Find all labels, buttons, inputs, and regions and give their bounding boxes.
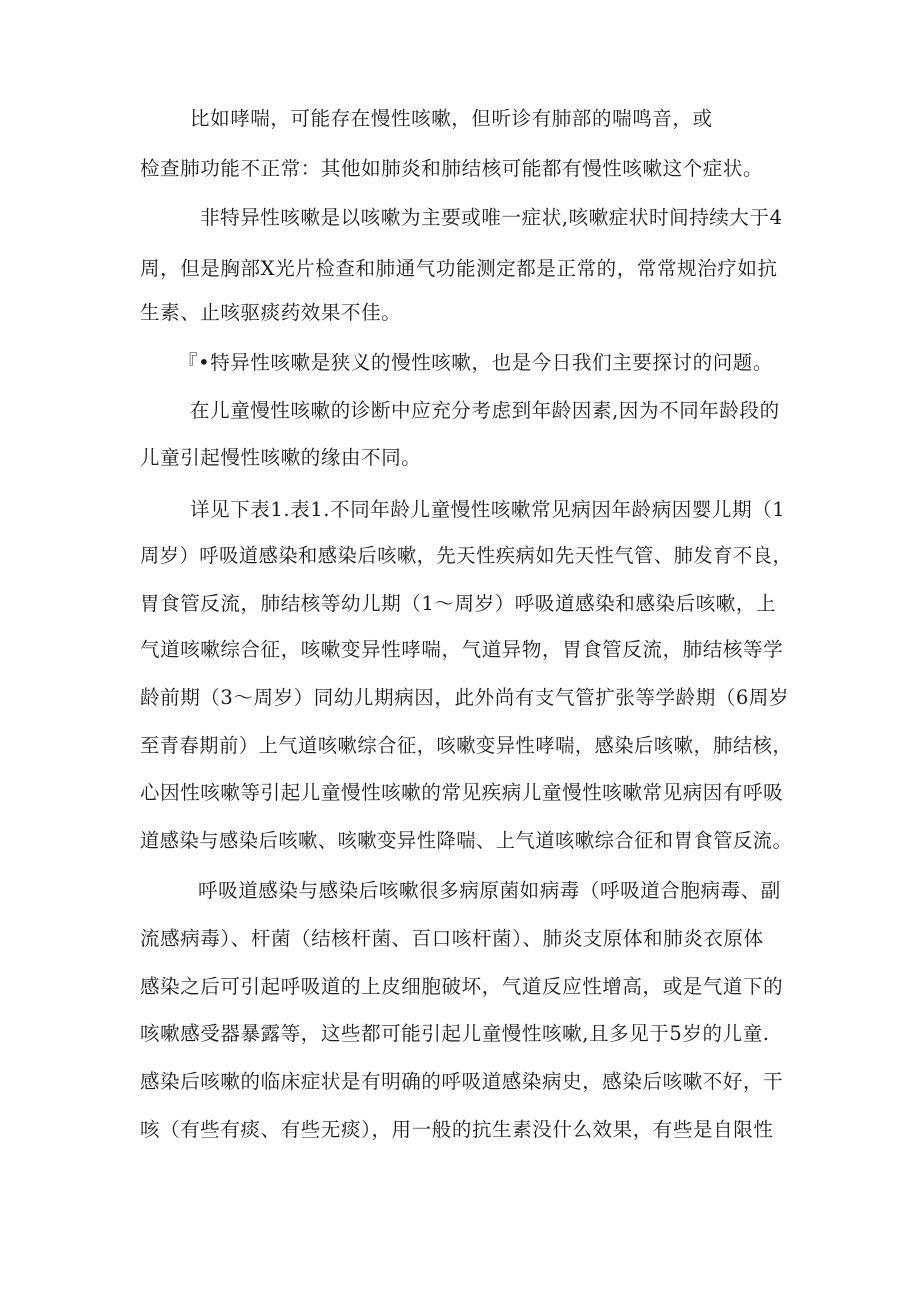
text-line: 呼吸道感染与感染后咳嗽很多病原菌如病毒（呼吸道合胞病毒、副 <box>198 879 781 902</box>
text-line: 在儿童慢性咳嗽的诊断中应充分考虑到年龄因素,因为不同年龄段的 <box>190 399 780 422</box>
text-line: 龄前期（3～周岁）同幼儿期病因，此外尚有支气管扩张等学龄期（6周岁 <box>140 686 790 709</box>
text-line: 咳嗽感受器暴露等，这些都可能引起儿童慢性咳嗽,且多见于5岁的儿童. <box>140 1022 770 1045</box>
text-line: 气道咳嗽综合征，咳嗽变异性哮喘，气道异物，胃食管反流，肺结核等学 <box>140 638 784 661</box>
text-line: 至青春期前）上气道咳嗽综合征，咳嗽变异性哮喘，感染后咳嗽，肺结核， <box>140 734 793 757</box>
text-line: 胃食管反流，肺结核等幼儿期（1～周岁）呼吸道感染和感染后咳嗽，上 <box>140 592 777 615</box>
text-line: 感染后咳嗽的临床症状是有明确的呼吸道感染病史，感染后咳嗽不好，干 <box>140 1070 784 1093</box>
text-line: 心因性咳嗽等引起儿童慢性咳嗽的常见疾病儿童慢性咳嗽常见病因有呼吸 <box>140 781 784 804</box>
text-line: 咳（有些有痰、有些无痰），用一般的抗生素没什么效果，有些是自限性 <box>140 1118 774 1141</box>
text-line: 道感染与感染后咳嗽、咳嗽变异性降喘、上气道咳嗽综合征和胃食管反流。 <box>140 829 793 852</box>
text-line: 周岁）呼吸道感染和感染后咳嗽，先天性疾病如先天性气管、肺发育不良， <box>140 544 793 567</box>
text-line: 生素、止咳驱痰药效果不佳。 <box>140 301 402 324</box>
text-line: 详见下表1.表1.不同年龄儿童慢性咳嗽常见病因年龄病因婴儿期（1 <box>190 498 786 521</box>
text-line: 检查肺功能不正常：其他如肺炎和肺结核可能都有慢性咳嗽这个症状。 <box>140 157 764 180</box>
text-line: 『•特异性咳嗽是狭义的慢性咳嗽，也是今日我们主要探讨的问题。 <box>178 351 774 374</box>
text-line: 非特异性咳嗽是以咳嗽为主要或唯一症状,咳嗽症状时间持续大于4 <box>200 206 783 229</box>
text-line: 周，但是胸部X光片检查和肺通气功能测定都是正常的，常常规治疗如抗 <box>140 257 778 280</box>
text-line: 感染之后可引起呼吸道的上皮细胞破坏，气道反应性增高，或是气道下的 <box>140 975 784 998</box>
text-line: 流感病毒）、杆菌（结核杆菌、百口咳杆菌）、肺炎支原体和肺炎衣原体 <box>140 927 764 950</box>
text-line: 比如哮喘，可能存在慢性咳嗽，但听诊有肺部的喘鸣音，或 <box>190 107 713 130</box>
text-line: 儿童引起慢性咳嗽的缘由不同。 <box>140 446 422 469</box>
